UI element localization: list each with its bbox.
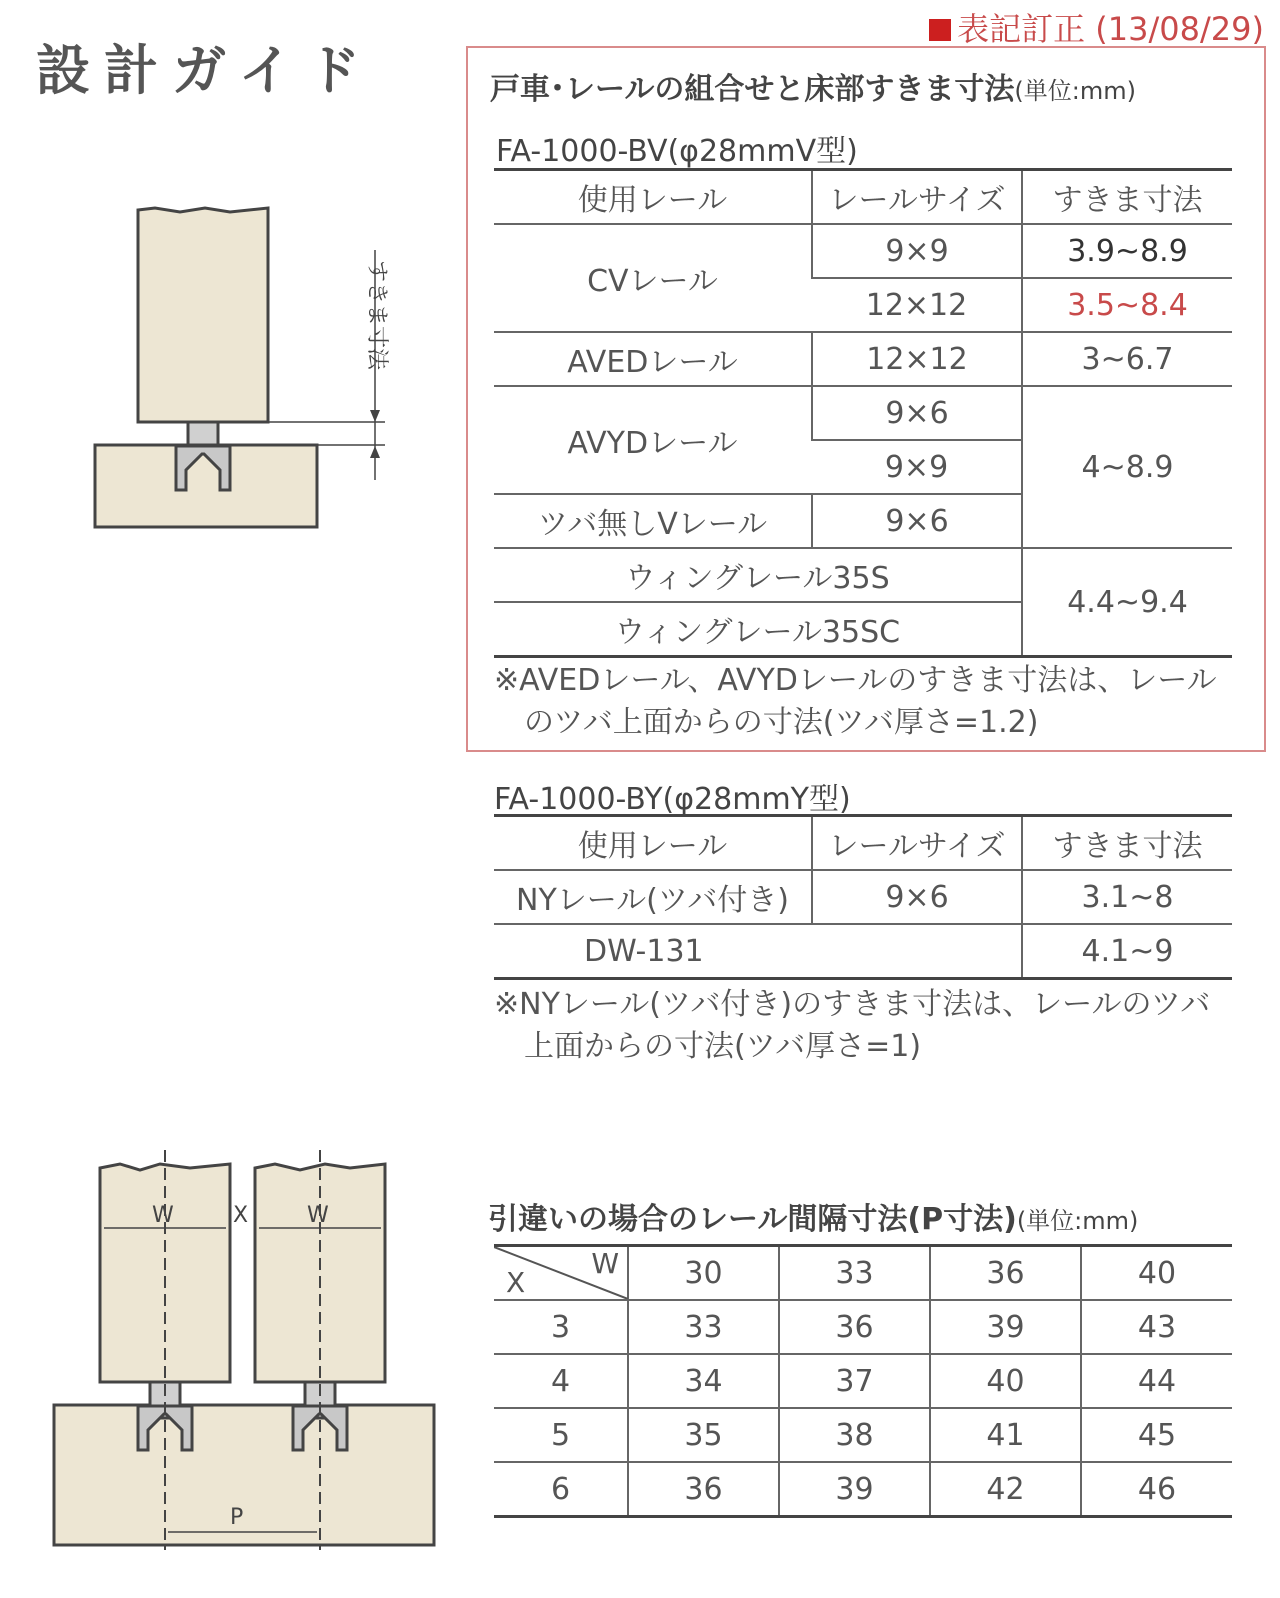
table-header-row: [494, 816, 1232, 871]
corner-w-label: W: [591, 1247, 619, 1280]
rail-cell: AVYDレール: [494, 386, 812, 494]
p-value-cell: 39: [930, 1300, 1081, 1354]
rail-cell: ウィングレール35SC: [494, 602, 1022, 657]
size-cell: 12×12: [812, 278, 1022, 332]
p-value-cell: 38: [779, 1408, 930, 1462]
p-value-cell: 44: [1081, 1354, 1232, 1408]
col-header: 使用レール: [577, 183, 728, 218]
table-row: [494, 1462, 1232, 1517]
p-value-cell: 36: [628, 1462, 779, 1517]
table1-title: FA-1000-BV(φ28mmV型): [496, 134, 858, 169]
p-value-cell: 35: [628, 1408, 779, 1462]
x-value-cell: 6: [494, 1462, 628, 1517]
note-line: のツバ上面からの寸法(ツバ厚さ=1.2): [524, 705, 1039, 740]
size-cell: 9×9: [812, 224, 1022, 278]
p-dimension-table: [494, 1244, 1232, 1518]
p-value-cell: 41: [930, 1408, 1081, 1462]
p-label: P: [230, 1505, 244, 1530]
arrow-icon: [370, 446, 380, 458]
arrow-icon: [370, 410, 380, 422]
gap-diagram: [80, 190, 420, 570]
size-cell: 9×6: [812, 494, 1022, 548]
x-value-cell: 4: [494, 1354, 628, 1408]
gap-cell: 3.1~8: [1022, 870, 1232, 924]
col-header: 使用レール: [577, 829, 728, 864]
size-cell: 9×6: [812, 870, 1022, 924]
table-row: [494, 332, 1232, 386]
p-value-cell: 40: [930, 1354, 1081, 1408]
rail-spacing-diagram: [40, 1150, 440, 1570]
p-value-cell: 46: [1081, 1462, 1232, 1517]
red-square-icon: [929, 19, 951, 41]
rail-cell: AVEDレール: [494, 332, 812, 386]
gap-cell: 3.9~8.9: [1022, 224, 1232, 278]
w-value-header: 33: [779, 1246, 930, 1301]
p-value-cell: 39: [779, 1462, 930, 1517]
p-value-cell: 36: [779, 1300, 930, 1354]
table-row: [494, 1354, 1232, 1408]
floor: [54, 1405, 434, 1545]
rail-cell: CVレール: [494, 224, 812, 332]
revision-note: [929, 4, 1264, 50]
gap-cell: 4.1~9: [1022, 924, 1232, 979]
gap-cell: 3~6.7: [1022, 332, 1232, 386]
x-value-cell: 5: [494, 1408, 628, 1462]
note-line: ※AVEDレール、AVYDレールのすきま寸法は、レール: [494, 663, 1217, 698]
table-row: [494, 1300, 1232, 1354]
w-value-header: 30: [628, 1246, 779, 1301]
section1-unit: (単位:mm): [1014, 77, 1136, 105]
p-value-cell: 43: [1081, 1300, 1232, 1354]
rail-cell: DW-131: [494, 924, 1022, 979]
col-header: すきま寸法: [1022, 816, 1232, 871]
col-header: すきま寸法: [1022, 170, 1232, 225]
section1-heading: [490, 64, 1136, 108]
door-panel: [138, 208, 268, 422]
section3-unit: (単位:mm): [1016, 1207, 1139, 1235]
page-title: 設計ガイド: [36, 39, 375, 102]
p-value-cell: 42: [930, 1462, 1081, 1517]
table1-note: [494, 660, 1217, 744]
w-label: W: [307, 1203, 329, 1228]
section3-heading-text: 引違いの場合のレール間隔寸法(P寸法): [488, 1202, 1017, 1237]
p-value-cell: 45: [1081, 1408, 1232, 1462]
table-row: [494, 924, 1232, 979]
table2-note: [494, 984, 1210, 1068]
table-row: [494, 548, 1232, 602]
revision-text: 表記訂正 (13/08/29): [957, 10, 1264, 48]
section1-heading-text: 戸車･レールの組合せと床部すきま寸法: [490, 72, 1015, 107]
table-row: [494, 224, 1232, 278]
note-line: ※NYレール(ツバ付き)のすきま寸法は、レールのツバ: [494, 987, 1211, 1022]
col-header: レールサイズ: [812, 170, 1022, 225]
note-line: 上面からの寸法(ツバ厚さ=1): [524, 1029, 922, 1064]
table2: [494, 814, 1232, 980]
gap-label: すきま寸法: [364, 260, 389, 371]
x-label: X: [233, 1203, 249, 1228]
table-header-row: [494, 170, 1232, 225]
col-header: レールサイズ: [812, 816, 1022, 871]
p-value-cell: 34: [628, 1354, 779, 1408]
w-value-header: 36: [930, 1246, 1081, 1301]
table2-title: FA-1000-BY(φ28mmY型): [494, 782, 851, 817]
table-row: [494, 870, 1232, 924]
rail-cell: ツバ無しVレール: [494, 494, 812, 548]
gap-cell-revised: 3.5~8.4: [1022, 278, 1232, 332]
w-label: W: [152, 1203, 174, 1228]
table1: [494, 168, 1232, 658]
table-row: [494, 386, 1232, 440]
w-value-header: 40: [1081, 1246, 1232, 1301]
p-value-cell: 37: [779, 1354, 930, 1408]
table-header-row: [494, 1246, 1232, 1301]
size-cell: 9×6: [812, 386, 1022, 440]
section3-heading: [488, 1194, 1138, 1238]
size-cell: 9×9: [812, 440, 1022, 494]
corner-cell: [494, 1246, 628, 1301]
gap-cell: 4~8.9: [1022, 386, 1232, 548]
corner-x-label: X: [506, 1266, 526, 1299]
gap-cell: 4.4~9.4: [1022, 548, 1232, 657]
x-value-cell: 3: [494, 1300, 628, 1354]
table-row: [494, 1408, 1232, 1462]
p-value-cell: 33: [628, 1300, 779, 1354]
rail-cell: NYレール(ツバ付き): [494, 870, 812, 924]
rail-cell: ウィングレール35S: [494, 548, 1022, 602]
size-cell: 12×12: [812, 332, 1022, 386]
